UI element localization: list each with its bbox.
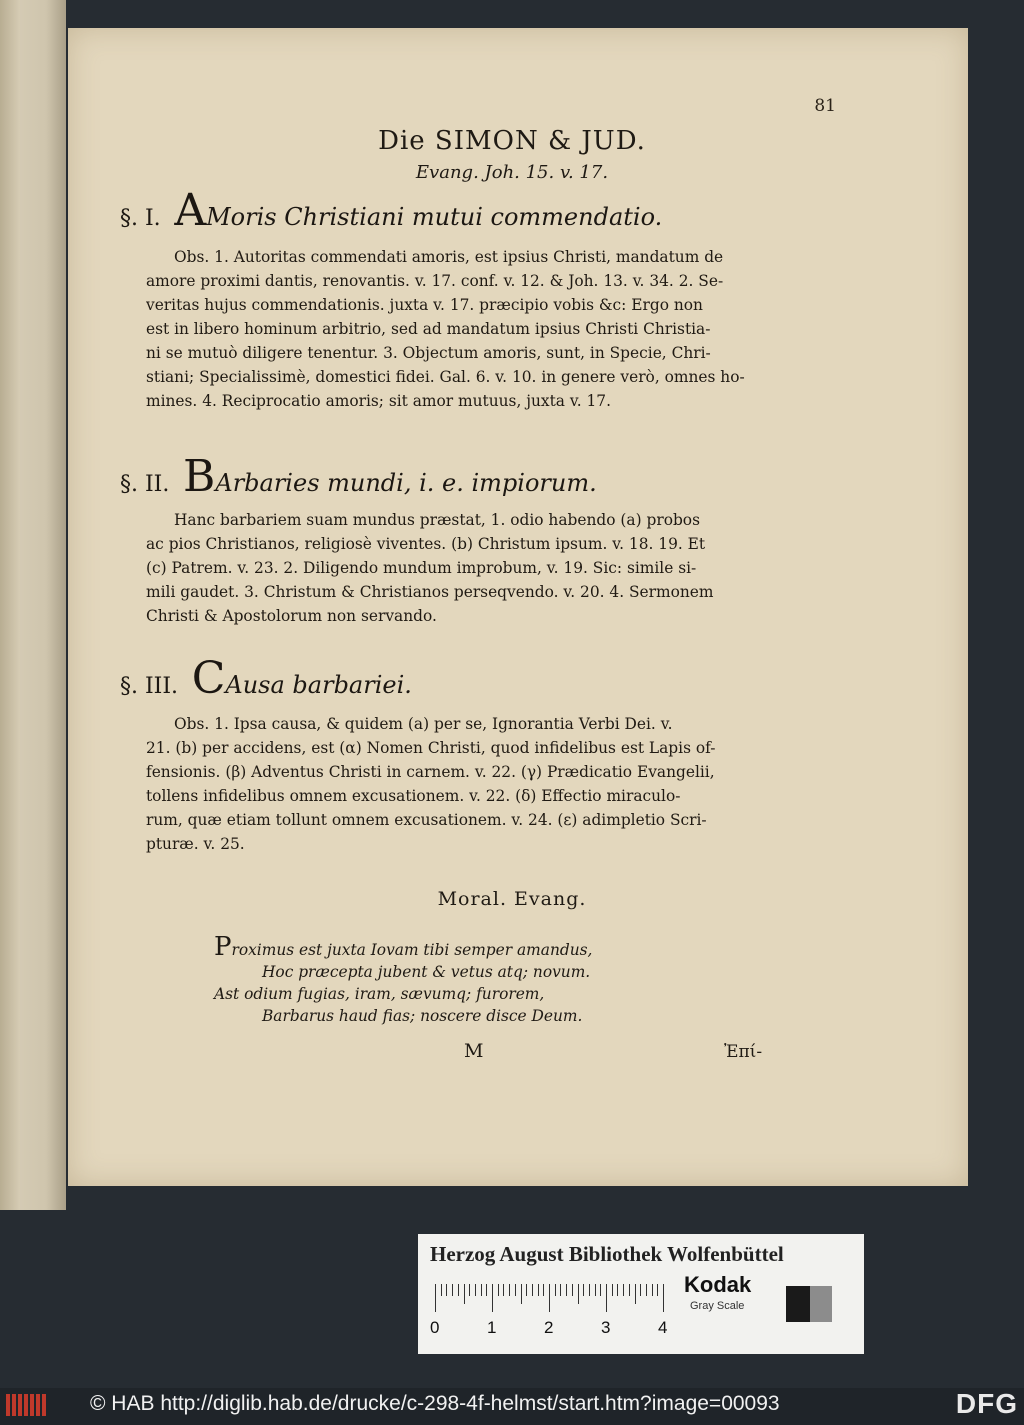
copyright-link[interactable]: © HAB http://diglib.hab.de/drucke/c-298-4f-helmst/start.htm?image=00093 xyxy=(90,1392,780,1415)
signature-mark: M xyxy=(464,1040,484,1062)
barcode-icon xyxy=(6,1394,46,1416)
dfg-logo: DFG xyxy=(955,1388,1018,1419)
ruler-scale xyxy=(430,1284,670,1337)
ruler-label: 1 xyxy=(487,1318,497,1337)
ruler-tick xyxy=(600,1284,601,1296)
ruler-tick xyxy=(458,1284,459,1296)
ruler-tick xyxy=(617,1284,618,1296)
page-heading: Die SIMON & JUD. xyxy=(378,126,646,156)
ruler-tick xyxy=(560,1284,561,1296)
swatch-black xyxy=(786,1286,810,1322)
moral-poem: Proximus est juxta Iovam tibi semper amandus, Hoc præcepta jubent & vetus atq; novum. Ast odium fugias, iram, sævumq; furorem, Barbarus haud fias; noscere disce Deum. xyxy=(214,932,593,1025)
poem-initial: P xyxy=(214,932,232,962)
section-3-text: Obs. 1. Ipsa causa, & quidem (a) per se, Ignorantia Verbi Dei. v. 21. (b) per accidens, est (α) Nomen Christi, quod infidelibus est Lapis of- fensionis. (β) Adventus Christi in carnem. v. 22. (γ) Prædicatio Evangelii, tollens infidelibus omnem excusationem. v. 22. (δ) Effectio miraculo- rum, quæ etiam tollunt omnem excusationem. v. 24. (ε) adimpletio Scri- pturæ. v. 25. xyxy=(146,715,716,853)
ruler-tick xyxy=(549,1284,550,1312)
ruler-label: 4 xyxy=(658,1318,668,1337)
ruler-tick xyxy=(663,1284,664,1312)
ruler-tick xyxy=(589,1284,590,1296)
ruler-label: 3 xyxy=(601,1318,611,1337)
ruler-tick xyxy=(640,1284,641,1296)
ruler-tick xyxy=(492,1284,493,1312)
ruler-tick xyxy=(503,1284,504,1296)
ruler-tick xyxy=(595,1284,596,1296)
page-number: 81 xyxy=(814,96,836,116)
kodak-logo: Kodak xyxy=(684,1272,752,1297)
ruler-tick xyxy=(572,1284,573,1296)
library-name: Herzog August Bibliothek Wolfenbüttel xyxy=(430,1242,784,1266)
swatch-gray xyxy=(810,1286,832,1322)
ruler-tick xyxy=(578,1284,579,1304)
page-subheading: Evang. Joh. 15. v. 17. xyxy=(415,162,609,183)
ruler-tick xyxy=(509,1284,510,1296)
swatch-white xyxy=(774,1286,786,1322)
ruler-tick xyxy=(652,1284,653,1296)
ruler-tick xyxy=(566,1284,567,1296)
ruler-tick xyxy=(435,1284,436,1312)
ruler-label: 0 xyxy=(430,1318,440,1337)
ruler-tick xyxy=(532,1284,533,1296)
section-1-text: Obs. 1. Autoritas commendati amoris, est ipsius Christi, mandatum de amore proximi dantis, renovantis. v. 17. conf. v. 12. & Joh. 13. v. 34. 2. Se- veritas hujus commendationis. juxta v. 17. præcipio vobis &c: Ergo non est in libero hominum arbitrio, sed ad mandatum ipsius Christi Christia- ni se mutuò diligere tenentur. 3. Objectum amoris, sunt, in Specie, Chri- stiani; Specialissimè, domestici fidei. Gal. 6. v. 10. in genere verò, omnes ho- mines. 4. Reciprocatio amoris; sit amor mutuus, juxta v. 17. xyxy=(146,248,745,410)
ruler-tick xyxy=(555,1284,556,1296)
ruler-tick xyxy=(623,1284,624,1296)
ruler-tick xyxy=(538,1284,539,1296)
moral-title: Moral. Evang. xyxy=(437,888,587,910)
ruler-tick xyxy=(526,1284,527,1296)
ruler-tick xyxy=(606,1284,607,1312)
ruler-tick xyxy=(481,1284,482,1296)
kodak-scale-target xyxy=(418,1234,864,1354)
ruler-tick xyxy=(446,1284,447,1296)
ruler-tick xyxy=(441,1284,442,1296)
ruler-label: 2 xyxy=(544,1318,554,1337)
ruler-tick xyxy=(469,1284,470,1296)
ruler-tick xyxy=(543,1284,544,1296)
section-1-title: §. I. AMoris Christiani mutui commendatio. xyxy=(120,185,663,236)
section-2-title: §. II. BArbaries mundi, i. e. impiorum. xyxy=(120,451,597,502)
ruler-tick xyxy=(452,1284,453,1296)
ruler-tick xyxy=(635,1284,636,1304)
ruler-tick xyxy=(657,1284,658,1296)
ruler-tick xyxy=(612,1284,613,1296)
ruler-tick xyxy=(515,1284,516,1296)
ruler-tick xyxy=(464,1284,465,1304)
ruler-tick xyxy=(583,1284,584,1296)
ruler-tick xyxy=(486,1284,487,1296)
ruler-tick xyxy=(475,1284,476,1296)
ruler-tick xyxy=(521,1284,522,1304)
gray-scale-label: Gray Scale xyxy=(690,1300,745,1312)
bottom-bar xyxy=(0,1388,1024,1425)
ruler-tick xyxy=(646,1284,647,1296)
catchword: Ἐπί- xyxy=(724,1042,763,1062)
section-2-text: Hanc barbariem suam mundus præstat, 1. odio habendo (a) probos ac pios Christianos, religiosè viventes. (b) Christum ipsum. v. 18. 19. Et (c) Patrem. v. 23. 2. Diligendo mundum improbum, v. 19. Sic: simile si- mili gaudet. 3. Christum & Christianos perseqvendo. v. 20. 4. Sermonem Christi & Apostolorum non servando. xyxy=(146,511,714,625)
ruler-tick xyxy=(498,1284,499,1296)
section-3-title: §. III. CAusa barbariei. xyxy=(120,653,412,704)
ruler-tick xyxy=(629,1284,630,1296)
